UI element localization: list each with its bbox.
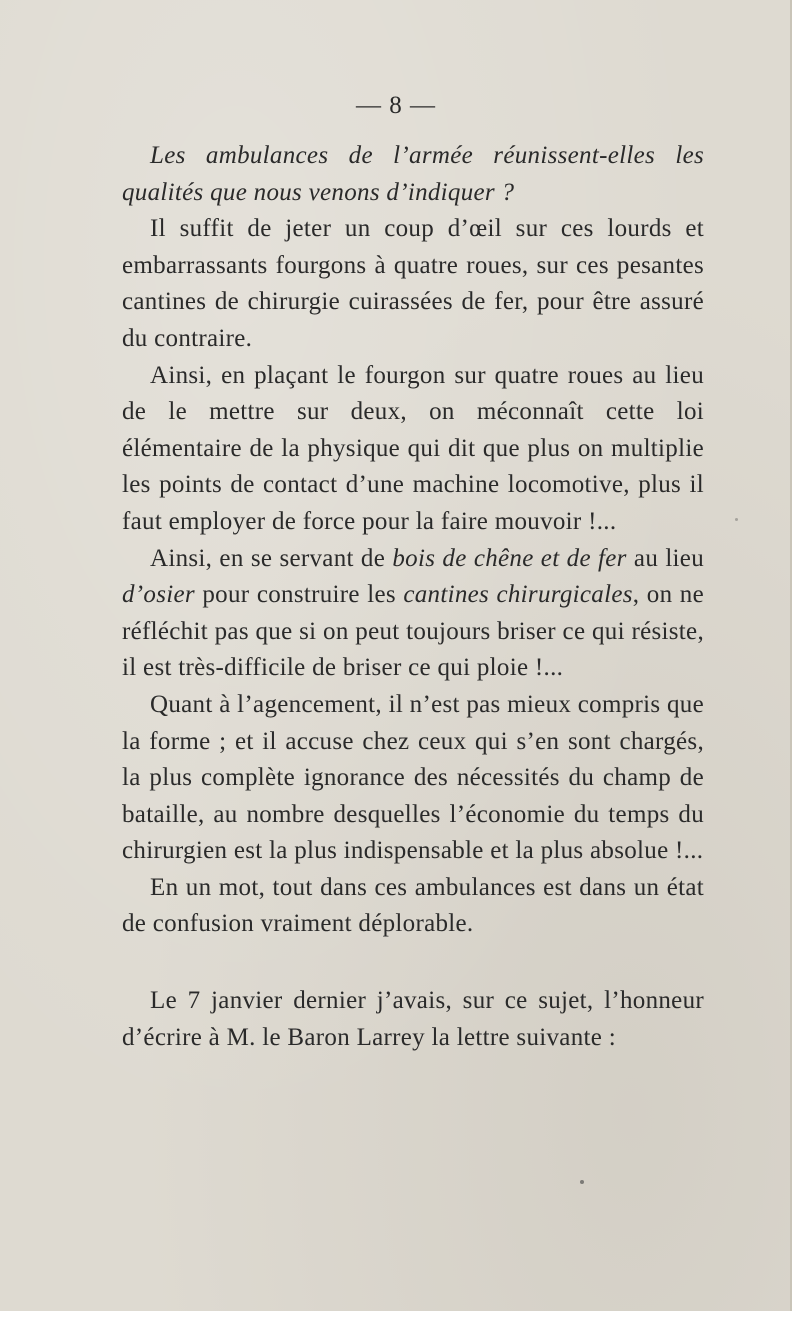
- page-number: — 8 —: [356, 92, 436, 119]
- paragraph-4: [122, 541, 704, 687]
- paper-speck: [580, 1180, 584, 1184]
- paragraph-text: au lieu: [626, 544, 705, 572]
- paragraph-text: , on ne réfléchit pas que si on peut toujours briser ce qui résiste, il est très-difficile de briser ce qui ploie !...: [122, 581, 704, 682]
- paragraph-6: [122, 870, 704, 943]
- paragraph-text: En un mot, tout dans ces ambulances est dans un état de confusion vraiment déplorable.: [122, 873, 704, 938]
- paragraph-text: Il suffit de jeter un coup d’œil sur ces lourds et embarrassants fourgons à quatre roues, sur ces pesantes cantines de chirurgie cuirassées de fer, pour être assuré du contraire.: [122, 215, 704, 352]
- paragraph-gap: [122, 943, 704, 983]
- paragraph-text: pour construire les: [194, 581, 404, 609]
- paper-speck: [735, 518, 738, 521]
- body-text: [122, 138, 704, 1056]
- paragraph-2: [122, 211, 704, 357]
- paragraph-text: Le 7 janvier dernier j’avais, sur ce sujet, l’honneur d’écrire à M. le Baron Larrey la lettre suivante :: [122, 987, 704, 1051]
- emphasis-cantines: cantines chirurgicales: [403, 581, 633, 609]
- paragraph-1: [122, 138, 704, 211]
- paragraph-7: [122, 983, 704, 1056]
- paragraph-3: [122, 358, 704, 541]
- paragraph-text: Quant à l’agencement, il n’est pas mieux compris que la forme ; et il accuse chez ceux qui s’en sont chargés, la plus complète ignorance des nécessités du champ de bataille, au nombre desquelles l’économie du temps du chirurgien est la plus indispensable et la plus absolue !...: [122, 690, 704, 865]
- paragraph-text: Ainsi, en plaçant le fourgon sur quatre roues au lieu de le mettre sur deux, on méconnaît cette loi élémentaire de la physique qui dit que plus on multiplie les points de contact d’une machine locomotive, plus il faut employer de force pour la faire mouvoir !...: [122, 361, 704, 535]
- emphasis-osier: d’osier: [122, 581, 195, 609]
- emphasis-bois-chene: bois de chêne et de fer: [392, 544, 627, 572]
- paragraph-5: [122, 687, 704, 870]
- paragraph-text: Ainsi, en se servant de: [150, 544, 393, 572]
- question-text: Les ambulances de l’armée réunissent-elles les qualités que nous venons d’indiquer ?: [122, 142, 704, 206]
